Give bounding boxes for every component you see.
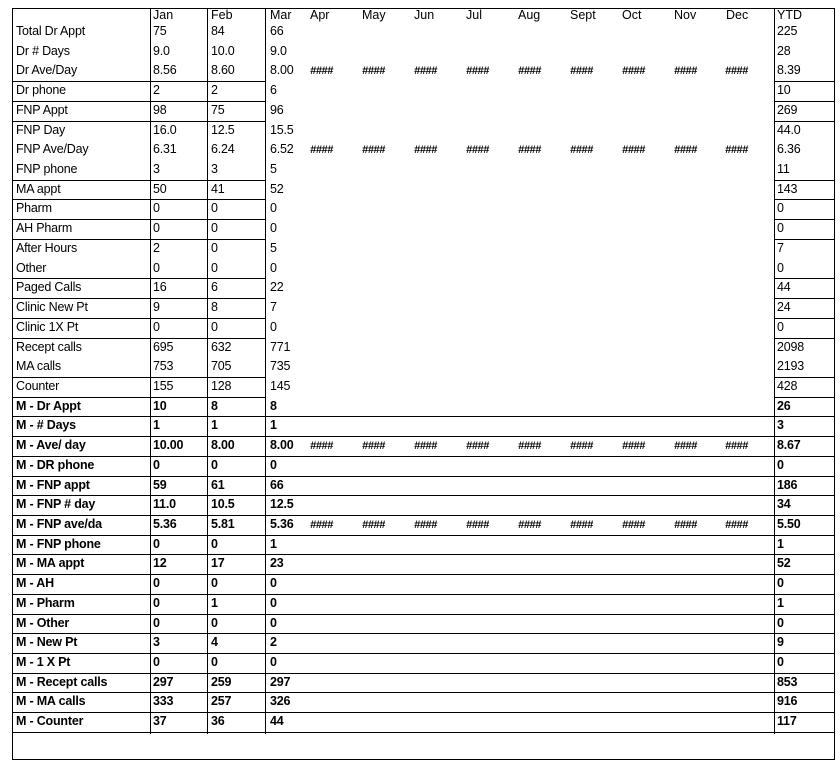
cell-value: ####: [570, 65, 593, 78]
row-divider: [12, 653, 835, 654]
cell-value: 0: [211, 615, 218, 630]
cell-value: ####: [362, 144, 385, 157]
cell-value: 1: [270, 418, 277, 433]
cell-value: 16: [153, 280, 167, 295]
cell-value: ####: [725, 144, 748, 157]
cell-value: ####: [570, 519, 593, 531]
column-header-ytd: YTD: [777, 8, 802, 22]
row-divider: [12, 614, 835, 615]
cell-value: 0: [211, 240, 218, 255]
cell-value: ####: [310, 519, 333, 531]
cell-value: 0: [211, 536, 218, 551]
cell-value: 143: [777, 181, 798, 196]
cell-value: ####: [310, 440, 333, 453]
row-divider: [12, 101, 265, 102]
row-label: FNP phone: [16, 162, 78, 177]
cell-value: 225: [777, 24, 798, 38]
cell-value: 9.0: [153, 43, 170, 58]
cell-value: 695: [153, 339, 174, 354]
cell-value: 186: [777, 477, 798, 492]
column-header-mar: Mar: [270, 8, 292, 22]
row-label: Dr phone: [16, 83, 66, 98]
row-label: M - Dr Appt: [16, 398, 81, 413]
cell-value: 1: [777, 595, 784, 610]
row-label: M - FNP phone: [16, 536, 101, 551]
column-header-nov: Nov: [674, 8, 697, 22]
cell-value: 8.60: [211, 63, 235, 78]
cell-value: 297: [153, 674, 174, 689]
cell-value: 37: [153, 714, 167, 729]
cell-value: 333: [153, 694, 174, 709]
cell-value: 10: [777, 83, 791, 98]
cell-value: 0: [270, 457, 277, 472]
cell-value: 9: [153, 300, 160, 315]
row-label: Counter: [16, 378, 60, 393]
cell-value: 0: [777, 260, 784, 275]
cell-value: 5.36: [153, 517, 177, 531]
cell-value: ####: [414, 519, 437, 531]
cell-value: 12: [153, 556, 167, 571]
cell-value: 23: [270, 556, 284, 571]
row-label: M - Ave/ day: [16, 438, 86, 453]
cell-value: 11: [777, 162, 790, 177]
cell-value: 8: [211, 300, 218, 315]
cell-value: 0: [211, 457, 218, 472]
cell-value: ####: [518, 519, 541, 531]
row-divider: [12, 199, 265, 200]
row-label: M - MA calls: [16, 694, 86, 709]
cell-value: 0: [211, 260, 218, 275]
cell-value: 16.0: [153, 122, 177, 137]
cell-value: 96: [270, 102, 284, 117]
cell-value: 24: [777, 300, 791, 315]
row-label: After Hours: [16, 240, 78, 255]
cell-value: ####: [362, 65, 385, 78]
row-label: Pharm: [16, 201, 52, 216]
cell-value: ####: [725, 65, 748, 78]
row-divider: [12, 318, 265, 319]
cell-value: 0: [777, 319, 784, 334]
cell-value: ####: [466, 65, 489, 78]
cell-value: 0: [270, 595, 277, 610]
cell-value: ####: [622, 65, 645, 78]
cell-value: 84: [211, 24, 225, 38]
row-divider: [12, 298, 265, 299]
row-label: M - DR phone: [16, 457, 95, 472]
row-label: FNP Appt: [16, 102, 68, 117]
cell-value: 0: [153, 615, 160, 630]
cell-value: 0: [777, 457, 784, 472]
cell-value: 0: [777, 221, 784, 236]
cell-value: 6.24: [211, 142, 235, 157]
column-header-jul: Jul: [466, 8, 482, 22]
row-label: M - FNP appt: [16, 477, 90, 492]
cell-value: ####: [310, 144, 333, 157]
cell-value: 2: [270, 635, 277, 650]
column-divider: [12, 8, 13, 734]
cell-value: 66: [270, 24, 284, 38]
cell-value: 0: [153, 319, 160, 334]
row-divider-ytd: [774, 180, 835, 181]
row-divider: [12, 535, 835, 536]
row-divider: [12, 476, 835, 477]
column-header-sept: Sept: [570, 8, 596, 22]
cell-value: ####: [518, 65, 541, 78]
cell-value: 297: [270, 674, 291, 689]
row-label: Recept calls: [16, 339, 82, 354]
cell-value: 6.52: [270, 142, 294, 157]
cell-value: 7: [777, 240, 784, 255]
cell-value: 8.39: [777, 63, 801, 78]
cell-value: 2193: [777, 359, 805, 374]
cell-value: 0: [777, 615, 784, 630]
cell-value: 44: [270, 714, 284, 729]
cell-value: 0: [153, 457, 160, 472]
row-divider: [12, 397, 265, 398]
cell-value: 36: [211, 714, 225, 729]
cell-value: 5: [270, 162, 277, 177]
row-divider-ytd: [774, 101, 835, 102]
cell-value: 853: [777, 674, 798, 689]
cell-value: 59: [153, 477, 167, 492]
cell-value: ####: [414, 144, 437, 157]
cell-value: ####: [414, 440, 437, 453]
column-divider: [150, 8, 151, 734]
row-label: Dr # Days: [16, 43, 70, 58]
cell-value: 6.31: [153, 142, 177, 157]
row-divider: [12, 338, 265, 339]
cell-value: 0: [270, 260, 277, 275]
cell-value: 0: [211, 576, 218, 591]
cell-value: 8.56: [153, 63, 177, 78]
cell-value: 66: [270, 477, 284, 492]
cell-value: 41: [211, 181, 225, 196]
cell-value: 75: [153, 24, 167, 38]
row-label: M - FNP ave/da: [16, 517, 102, 531]
row-divider-ytd: [774, 318, 835, 319]
cell-value: 259: [211, 674, 232, 689]
cell-value: 34: [777, 497, 791, 512]
cell-value: 0: [211, 201, 218, 216]
cell-value: 0: [153, 260, 160, 275]
row-divider: [12, 456, 835, 457]
cell-value: 269: [777, 102, 798, 117]
cell-value: 52: [270, 181, 284, 196]
cell-value: ####: [466, 144, 489, 157]
cell-value: 10.00: [153, 438, 184, 453]
column-header-may: May: [362, 8, 386, 22]
cell-value: 44.0: [777, 122, 801, 137]
cell-value: 0: [211, 221, 218, 236]
row-label: Total Dr Appt: [16, 24, 85, 38]
cell-value: 0: [270, 576, 277, 591]
cell-value: 1: [211, 595, 218, 610]
cell-value: 7: [270, 300, 277, 315]
cell-value: ####: [622, 519, 645, 531]
row-divider: [12, 554, 835, 555]
cell-value: 128: [211, 378, 232, 393]
cell-value: 0: [270, 201, 277, 216]
cell-value: ####: [570, 440, 593, 453]
cell-value: 0: [270, 655, 277, 670]
cell-value: 753: [153, 359, 174, 374]
cell-value: 5.81: [211, 517, 235, 531]
cell-value: 6.36: [777, 142, 801, 157]
cell-value: 3: [153, 162, 160, 177]
cell-value: ####: [725, 440, 748, 453]
cell-value: 0: [153, 655, 160, 670]
cell-value: 17: [211, 556, 225, 571]
cell-value: 771: [270, 339, 291, 354]
row-divider: [12, 377, 265, 378]
row-label: M - 1 X Pt: [16, 655, 71, 670]
row-label: M - # Days: [16, 418, 76, 433]
cell-value: 5.36: [270, 517, 294, 531]
cell-value: 52: [777, 556, 791, 571]
row-label: Clinic 1X Pt: [16, 319, 79, 334]
cell-value: 8.67: [777, 438, 801, 453]
row-divider: [12, 121, 265, 122]
cell-value: 9.0: [270, 43, 287, 58]
row-label: FNP Day: [16, 122, 66, 137]
row-divider-ytd: [774, 199, 835, 200]
cell-value: 0: [777, 576, 784, 591]
row-divider: [12, 515, 835, 516]
row-divider-ytd: [774, 298, 835, 299]
cell-value: 10.0: [211, 43, 235, 58]
row-label: M - New Pt: [16, 635, 78, 650]
cell-value: 75: [211, 102, 225, 117]
cell-value: 26: [777, 398, 791, 413]
cell-value: 8: [270, 398, 277, 413]
row-divider: [12, 239, 265, 240]
row-divider: [12, 633, 835, 634]
cell-value: 0: [153, 576, 160, 591]
row-divider-ytd: [774, 377, 835, 378]
row-label: Other: [16, 260, 47, 275]
row-divider: [12, 180, 265, 181]
row-label: Dr Ave/Day: [16, 63, 77, 78]
column-header-aug: Aug: [518, 8, 541, 22]
row-label: FNP Ave/Day: [16, 142, 89, 157]
cell-value: 3: [777, 418, 784, 433]
row-divider: [12, 673, 835, 674]
row-label: M - Counter: [16, 714, 84, 729]
row-divider: [12, 416, 835, 417]
cell-value: 12.5: [270, 497, 294, 512]
cell-value: 2: [211, 83, 218, 98]
row-label: M - AH: [16, 576, 54, 591]
cell-value: 3: [211, 162, 218, 177]
cell-value: 0: [153, 201, 160, 216]
cell-value: ####: [674, 144, 697, 157]
cell-value: ####: [414, 65, 437, 78]
cell-value: ####: [518, 144, 541, 157]
cell-value: 1: [211, 418, 218, 433]
cell-value: 5: [270, 240, 277, 255]
cell-value: ####: [622, 144, 645, 157]
column-divider: [207, 8, 208, 734]
row-label: M - Recept calls: [16, 674, 108, 689]
cell-value: 735: [270, 359, 291, 374]
cell-value: 0: [211, 319, 218, 334]
row-divider: [12, 81, 265, 82]
cell-value: ####: [362, 519, 385, 531]
cell-value: 705: [211, 359, 232, 374]
cell-value: ####: [466, 440, 489, 453]
row-label: M - Other: [16, 615, 70, 630]
cell-value: 0: [270, 615, 277, 630]
row-divider: [12, 574, 835, 575]
cell-value: 61: [211, 477, 225, 492]
row-label: MA appt: [16, 181, 61, 196]
cell-value: 8.00: [270, 438, 294, 453]
cell-value: ####: [570, 144, 593, 157]
cell-value: 8.00: [270, 63, 294, 78]
cell-value: 9: [777, 635, 784, 650]
cell-value: ####: [362, 440, 385, 453]
row-label: M - MA appt: [16, 556, 85, 571]
column-header-apr: Apr: [310, 8, 330, 22]
cell-value: 428: [777, 378, 798, 393]
column-header-dec: Dec: [726, 8, 749, 22]
cell-value: 916: [777, 694, 798, 709]
cell-value: ####: [466, 519, 489, 531]
cell-value: 0: [211, 655, 218, 670]
cell-value: ####: [674, 65, 697, 78]
cell-value: 0: [153, 595, 160, 610]
cell-value: 1: [153, 418, 160, 433]
cell-value: 1: [270, 536, 277, 551]
cell-value: 10.5: [211, 497, 235, 512]
row-divider-ytd: [774, 397, 835, 398]
cell-value: ####: [725, 519, 748, 531]
cell-value: ####: [622, 440, 645, 453]
cell-value: 1: [777, 536, 784, 551]
column-header-jan: Jan: [153, 8, 174, 22]
cell-value: 22: [270, 280, 284, 295]
row-label: M - FNP # day: [16, 497, 96, 512]
cell-value: 2: [153, 240, 160, 255]
row-divider: [12, 594, 835, 595]
cell-value: 6: [211, 280, 218, 295]
cell-value: 4: [211, 635, 218, 650]
cell-value: ####: [518, 440, 541, 453]
cell-value: 98: [153, 102, 167, 117]
cell-value: 5.50: [777, 517, 801, 531]
row-divider: [12, 219, 265, 220]
cell-value: 12.5: [211, 122, 235, 137]
row-divider: [12, 712, 835, 713]
cell-value: 0: [270, 221, 277, 236]
row-label: MA calls: [16, 359, 61, 374]
cell-value: 3: [153, 635, 160, 650]
column-header-oct: Oct: [622, 8, 642, 22]
row-label: Clinic New Pt: [16, 300, 88, 315]
row-divider: [12, 436, 835, 437]
table-bottom-line: [12, 732, 835, 733]
cell-value: 6: [270, 83, 277, 98]
cell-value: 257: [211, 694, 232, 709]
cell-value: ####: [674, 519, 697, 531]
cell-value: 0: [777, 201, 784, 216]
cell-value: 15.5: [270, 122, 294, 137]
cell-value: 2: [153, 83, 160, 98]
cell-value: 44: [777, 280, 791, 295]
row-divider-ytd: [774, 239, 835, 240]
row-divider: [12, 692, 835, 693]
cell-value: 145: [270, 378, 291, 393]
cell-value: 632: [211, 339, 232, 354]
cell-value: 50: [153, 181, 167, 196]
row-label: Paged Calls: [16, 280, 82, 295]
row-divider-ytd: [774, 278, 835, 279]
column-header-feb: Feb: [211, 8, 233, 22]
cell-value: 0: [153, 536, 160, 551]
row-label: AH Pharm: [16, 221, 73, 236]
cell-value: 0: [777, 655, 784, 670]
cell-value: 8.00: [211, 438, 235, 453]
cell-value: 11.0: [153, 497, 176, 512]
cell-value: ####: [310, 65, 333, 78]
cell-value: 117: [777, 714, 797, 729]
column-divider-ytd: [774, 8, 775, 734]
cell-value: 10: [153, 398, 167, 413]
row-divider-ytd: [774, 338, 835, 339]
row-divider-ytd: [774, 219, 835, 220]
cell-value: 0: [270, 319, 277, 334]
cell-value: 326: [270, 694, 291, 709]
row-label: M - Pharm: [16, 595, 75, 610]
cell-value: 155: [153, 378, 174, 393]
column-header-jun: Jun: [414, 8, 435, 22]
row-divider: [12, 278, 265, 279]
cell-value: 2098: [777, 339, 805, 354]
cell-value: ####: [674, 440, 697, 453]
column-divider: [265, 8, 266, 734]
row-divider-ytd: [774, 81, 835, 82]
cell-value: 0: [153, 221, 160, 236]
cell-value: 8: [211, 398, 218, 413]
row-divider-ytd: [774, 121, 835, 122]
cell-value: 28: [777, 43, 791, 58]
row-divider: [12, 495, 835, 496]
